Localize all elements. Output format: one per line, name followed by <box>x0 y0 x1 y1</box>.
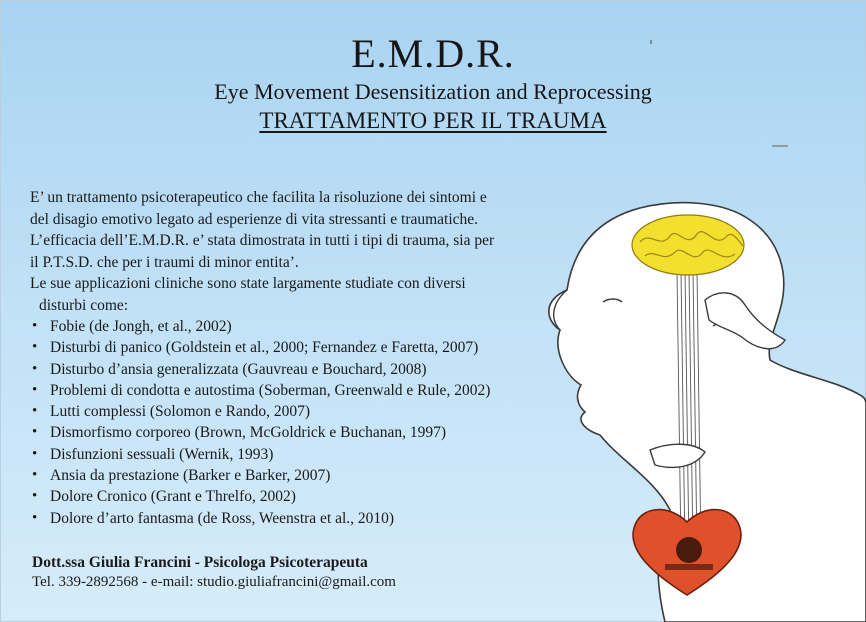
intro-line: E’ un trattamento psicoterapeutico che facilita la risoluzione dei sintomi e <box>30 189 487 206</box>
disorder-list <box>30 316 490 529</box>
treatment-heading-text: TRATTAMENTO PER IL TRAUMA <box>259 108 607 133</box>
intro-paragraph <box>30 187 560 316</box>
intro-line: il P.T.S.D. che per i traumi di minor entita’. <box>30 253 299 271</box>
brain-icon <box>632 215 744 275</box>
contact-info: Tel. 339-2892568 - e-mail: studio.giuliafrancini@gmail.com <box>32 574 396 590</box>
list-item: • Dolore Cronico (Grant e Threlfo, 2002) <box>30 486 490 507</box>
intro-line: del disagio emotivo legato ad esperienze di vita stressanti e traumatiche. <box>30 210 479 228</box>
list-item: • Lutti complessi (Solomon e Rando, 2007) <box>30 401 490 422</box>
doctor-name: Dott.ssa Giulia Francini - Psicologa Psicoterapeuta <box>32 554 368 571</box>
intro-line: L’efficacia dell’E.M.D.R. e’ stata dimostrata in tutti i tipi di trauma, sia per <box>30 232 495 249</box>
treatment-heading <box>0 108 866 134</box>
page-subtitle: Eye Movement Desensitization and Reprocessing <box>214 79 652 104</box>
list-item: • Disturbi di panico (Goldstein et al., 2000; Fernandez e Faretta, 2007) <box>30 337 490 358</box>
list-item: • Fobie (de Jongh, et al., 2002) <box>30 316 490 337</box>
page-title: E.M.D.R. <box>351 31 515 76</box>
list-item: • Problemi di condotta e autostima (Soberman, Greenwald e Rule, 2002) <box>30 380 490 401</box>
list-item: • Dolore d’arto fantasma (de Ross, Weenstra et al., 2010) <box>30 508 490 529</box>
list-item: • Disfunzioni sessuali (Wernik, 1993) <box>30 444 490 465</box>
list-item: • Disturbo d’ansia generalizzata (Gauvreau e Bouchard, 2008) <box>30 359 490 380</box>
list-item: • Dismorfismo corporeo (Brown, McGoldrick e Buchanan, 1997) <box>30 422 490 443</box>
head-illustration <box>505 180 866 622</box>
speck <box>772 145 788 147</box>
intro-line: disturbi come: <box>39 296 129 314</box>
list-item: • Ansia da prestazione (Barker e Barker, 2007) <box>30 465 490 486</box>
intro-line: Le sue applicazioni cliniche sono state largamente studiate con diversi <box>30 275 466 292</box>
